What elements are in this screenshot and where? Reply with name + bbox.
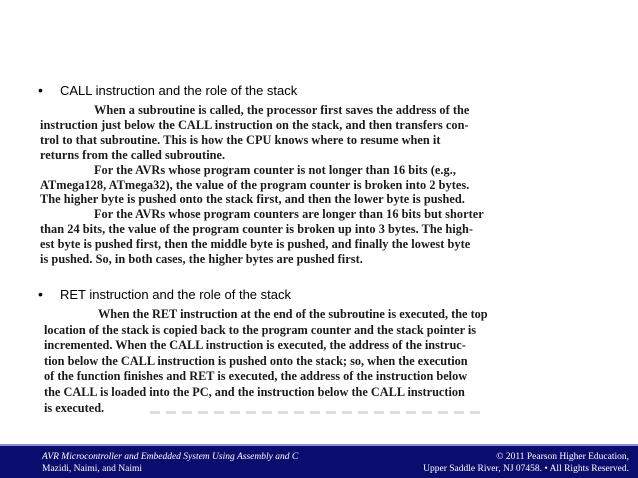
passage-line: When a subroutine is called, the processor first saves the address of the [94,103,470,117]
passage-line: the CALL is loaded into the PC, and the instruction below the CALL instruction [44,384,465,399]
passage-line: The higher byte is pushed onto the stack first, and then the lower byte is pushed. [40,192,465,207]
passage-line: tion below the CALL instruction is pushed onto the stack; so, when the execution [44,353,468,368]
bullet-ret-text: RET instruction and the role of the stack [60,286,291,302]
passage-line: instruction just below the CALL instruction on the stack, and then transfers con- [40,117,469,132]
passage-line: is executed. [44,400,105,415]
passage-line: of the function finishes and RET is executed, the address of the instruction below [44,369,468,384]
ret-passage [44,307,488,416]
footer-book-title: AVR Microcontroller and Embedded System Using Assembly and C [42,452,299,462]
passage-line: is pushed. So, in both cases, the higher bytes are pushed first. [40,252,363,267]
passage-line: est byte is pushed first, then the middle byte is pushed, and finally the lowest byte [40,237,471,252]
passage-line: returns from the called subroutine. [40,147,226,162]
passage-line: For the AVRs whose program counter is not longer than 16 bits (e.g., [94,162,456,177]
faint-scan-artifact [150,411,480,414]
footer-left [42,451,298,475]
footer-copyright: © 2011 Pearson Higher Education, [496,452,629,462]
passage-line: ATmega128, ATmega32), the value of the program counter is broken into 2 bytes. [40,177,470,192]
call-passage [40,103,484,267]
bullet-call-text: CALL instruction and the role of the stack [60,82,298,98]
footer-authors: Mazidi, Naimi, and Naimi [42,464,142,474]
bullet-marker: • [38,286,43,302]
bullet-ret [38,286,291,302]
footer-address: Upper Saddle River, NJ 07458. • All Rights Reserved. [423,464,629,474]
passage-line: For the AVRs whose program counters are longer than 16 bits but shorter [94,207,484,222]
passage-line: location of the stack is copied back to the program counter and the stack pointer is [44,322,477,337]
slide-footer [0,444,638,478]
footer-right [423,451,629,475]
footer-divider [0,444,638,446]
bullet-call [38,82,297,98]
passage-line: trol to that subroutine. This is how the CPU knows where to resume when it [40,132,441,147]
passage-line: When the RET instruction at the end of the subroutine is executed, the top [98,307,488,321]
bullet-marker: • [38,82,43,98]
passage-line: than 24 bits, the value of the program counter is broken up into 3 bytes. The high- [40,222,473,237]
passage-line: incremented. When the CALL instruction is executed, the address of the instruc- [44,338,466,353]
